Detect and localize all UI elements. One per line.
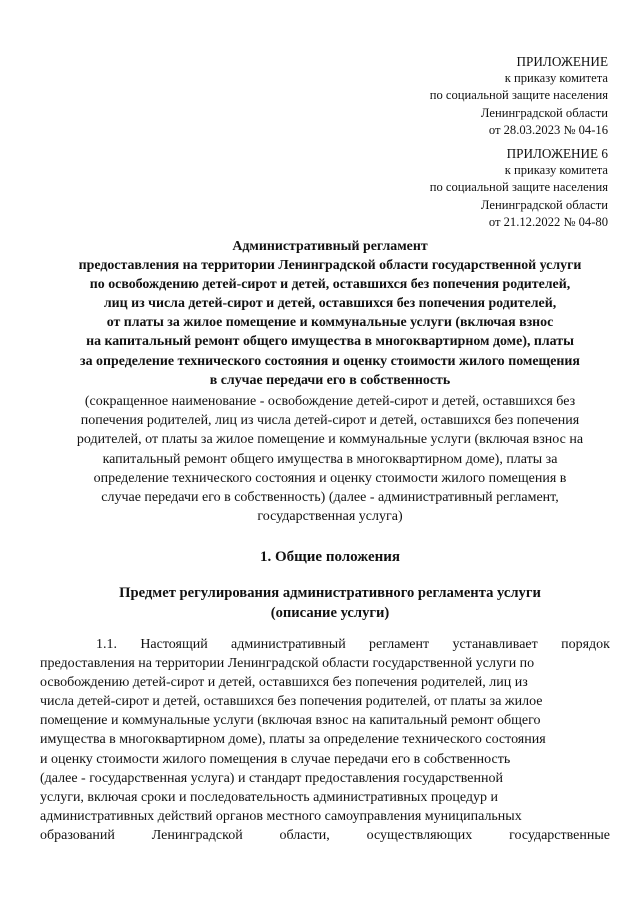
appendix-2-heading: ПРИЛОЖЕНИЕ 6 — [506, 146, 608, 161]
title-line: Административный регламент — [232, 239, 428, 254]
subsection-heading — [40, 584, 620, 623]
paragraph-word: 1.1. — [96, 637, 117, 652]
paragraph-word: числа детей-сирот и детей, оставшихся без попечения родителей, от платы за жилое — [40, 694, 543, 710]
paragraph-line — [40, 769, 610, 788]
paragraph-line — [40, 654, 610, 673]
appendix-1-date: от 28.03.2023 № 04-16 — [488, 122, 608, 137]
title-line: от платы за жилое помещение и коммунальные услуги (включая взнос — [106, 315, 554, 331]
paragraph-word: помещение и коммунальные услуги (включая взнос на капитальный ремонт общего — [40, 713, 541, 729]
paragraph-1-1 — [40, 635, 610, 845]
title-line: предоставления на территории Ленинградской области государственной услуги — [78, 258, 582, 274]
paragraph-word: Настоящий — [140, 637, 208, 652]
short-name-line: определение технического состояния и оценку стоимости жилого помещения в — [93, 470, 567, 486]
paragraph-line — [40, 711, 610, 730]
paragraph-line — [88, 635, 610, 654]
document-title — [40, 237, 620, 390]
paragraph-line — [40, 730, 610, 749]
title-line: на капитальный ремонт общего имущества в многоквартирном доме), платы — [86, 334, 574, 350]
paragraph-line — [40, 788, 610, 807]
paragraph-line — [40, 692, 610, 711]
paragraph-word: образований — [40, 827, 115, 843]
paragraph-word: устанавливает — [452, 637, 538, 652]
appendix-2-line: по социальной защите населения — [429, 180, 608, 195]
paragraph-word: Ленинградской — [151, 827, 243, 843]
paragraph-word: государственные — [509, 827, 610, 843]
paragraph-word: административных действий органов местного самоуправления муниципальных — [40, 808, 522, 824]
paragraph-word: области, — [279, 827, 330, 843]
paragraph-word: имущества в многоквартирном доме), платы за определение технического состояния — [40, 732, 546, 748]
short-name-line: родителей, от платы за жилое помещение и коммунальные услуги (включая взнос на — [76, 432, 584, 448]
paragraph-word: регламент — [369, 637, 430, 652]
paragraph-word: освобождению детей-сирот и детей, оставшихся без попечения родителей, лиц из — [40, 675, 528, 691]
title-line: за определение технического состояния и оценку стоимости жилого помещения — [80, 353, 580, 369]
paragraph-line — [40, 673, 610, 692]
appendix-block-1 — [430, 53, 608, 139]
paragraph-word: (далее - государственная услуга) и стандарт предоставления государственной — [40, 770, 503, 786]
appendix-2-date: от 21.12.2022 № 04-80 — [488, 214, 608, 229]
title-line: в случае передачи его в собственность — [209, 372, 451, 388]
appendix-1-line: к приказу комитета — [504, 71, 608, 86]
short-name-line: государственная услуга) — [257, 509, 403, 525]
paragraph-word: предоставления на территории Ленинградской области государственной услуги по — [40, 656, 535, 672]
appendix-1-line: по социальной защите населения — [429, 88, 608, 103]
paragraph-word: административный — [231, 637, 346, 652]
subsection-heading-line: Предмет регулирования административного регламента услуги — [119, 585, 541, 601]
short-name-line: капитальный ремонт общего имущества в многоквартирном доме), платы за — [102, 451, 558, 467]
appendix-block-2 — [430, 145, 608, 231]
subsection-heading-line: (описание услуги) — [270, 604, 390, 621]
appendix-2-line: к приказу комитета — [504, 163, 608, 178]
appendix-1-line: Ленинградской области — [480, 105, 608, 120]
short-name-line: случае передачи его в собственность) (далее - административный регламент, — [101, 490, 559, 506]
paragraph-word: и оценку стоимости жилого помещения в случае передачи его в собственность — [40, 751, 511, 767]
appendix-2-line: Ленинградской области — [480, 197, 608, 212]
short-name-line: попечения родителей, лиц из числа детей-сирот и детей, оставшихся без попечения — [80, 413, 580, 429]
paragraph-word: услуги, включая сроки и последовательность административных процедур и — [40, 789, 498, 805]
short-name-block — [40, 392, 620, 526]
title-line: по освобождению детей-сирот и детей, оставшихся без попечения родителей, — [89, 277, 571, 293]
title-line: лиц из числа детей-сирот и детей, оставшихся без попечения родителей, — [103, 296, 557, 312]
appendix-1-heading: ПРИЛОЖЕНИЕ — [516, 54, 608, 69]
paragraph-word: порядок — [561, 637, 610, 652]
short-name-line: (сокращенное наименование - освобождение детей-сирот и детей, оставшихся без — [84, 394, 576, 409]
paragraph-line — [40, 750, 610, 769]
paragraph-word: осуществляющих — [366, 827, 473, 843]
section-heading: 1. Общие положения — [259, 549, 401, 565]
paragraph-line — [40, 826, 610, 845]
paragraph-line — [40, 807, 610, 826]
